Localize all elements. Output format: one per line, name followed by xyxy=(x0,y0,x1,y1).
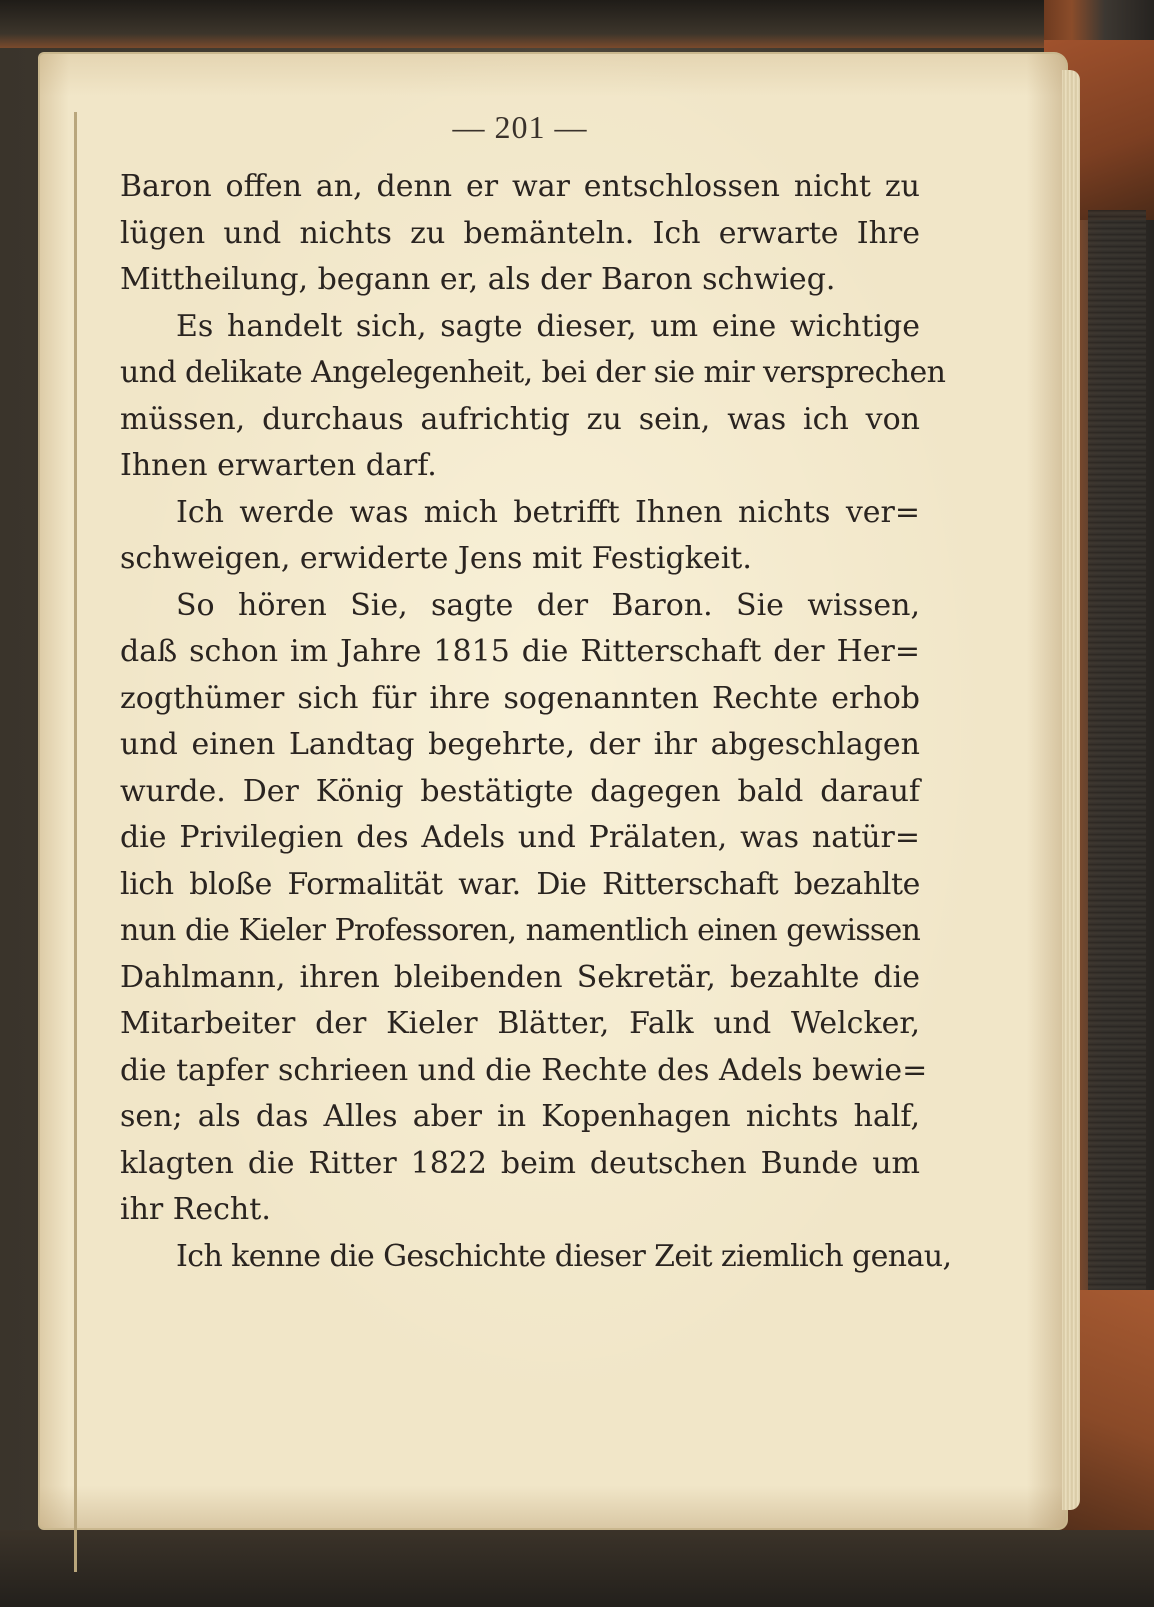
text-line: Ihnen erwarten darf. xyxy=(120,448,437,483)
page-gutter-line xyxy=(74,112,77,1572)
book-cover-bottom-edge xyxy=(0,1530,1154,1607)
paragraph-start-line: So hören Sie, sagte der Baron. Sie wissen, xyxy=(176,587,920,623)
text-line: schweigen, erwiderte Jens mit Festigkeit. xyxy=(120,541,752,576)
text-line: und delikate Angelegenheit, bei der sie mir versprechen xyxy=(120,355,946,390)
paragraph-start-line: Ich werde was mich betrifft Ihnen nichts ver= xyxy=(176,494,920,530)
page-stack-edge xyxy=(1062,70,1080,1510)
text-line: Baron offen an, denn er war entschlossen nicht zu xyxy=(120,169,920,204)
text-line: Mittheilung, begann er, als der Baron schwieg. xyxy=(120,262,836,297)
text-line: müssen, durchaus aufrichtig zu sein, was ich von xyxy=(120,401,920,437)
page-text-block xyxy=(120,102,952,1280)
text-line: daß schon im Jahre 1815 die Ritterschaft der Her= xyxy=(120,634,920,669)
text-line: Mitarbeiter der Kieler Blätter, Falk und Welcker, xyxy=(120,1006,920,1041)
text-line: wurde. Der König bestätigte dagegen bald darauf xyxy=(120,773,920,809)
text-line: nun die Kieler Professoren, namentlich einen gewissen xyxy=(120,913,920,948)
text-line: ihr Recht. xyxy=(120,1192,271,1227)
text-line: die tapfer schrieen und die Rechte des Adels bewie= xyxy=(120,1052,928,1088)
text-line: lügen und nichts zu bemänteln. Ich erwarte Ihre xyxy=(120,215,920,251)
paragraph-start-line: Ich kenne die Geschichte dieser Zeit ziemlich genau, xyxy=(176,1238,952,1274)
text-line: lich bloße Formalität war. Die Ritterschaft bezahlte xyxy=(120,866,920,902)
text-line: klagten die Ritter 1822 beim deutschen Bunde um xyxy=(120,1145,920,1181)
text-line: Dahlmann, ihren bleibenden Sekretär, bezahlte die xyxy=(120,959,920,995)
text-line: sen; als das Alles aber in Kopenhagen nichts half, xyxy=(120,1099,920,1134)
page-number: — 201 — xyxy=(452,109,588,145)
paragraph-start-line: Es handelt sich, sagte dieser, um eine wichtige xyxy=(176,308,920,344)
book-cover-top-edge xyxy=(0,0,1154,48)
text-line: und einen Landtag begehrte, der ihr abgeschlagen xyxy=(120,727,920,762)
text-line: die Privilegien des Adels und Prälaten, was natür= xyxy=(120,820,920,855)
cloth-cover-texture xyxy=(1088,210,1146,1290)
text-line: zogthümer sich für ihre sogenannten Rechte erhob xyxy=(120,680,920,716)
